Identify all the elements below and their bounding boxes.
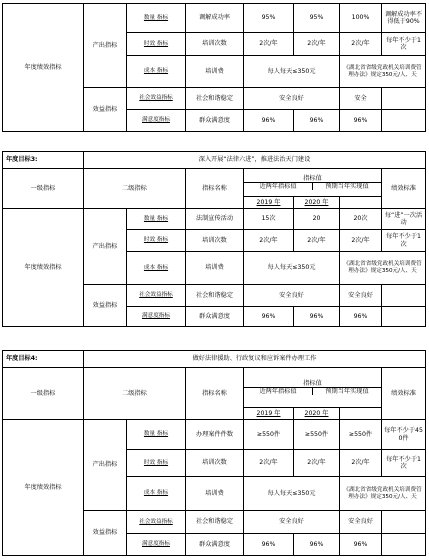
indicator-table-1 (2, 3, 426, 132)
value-expected: 96% (340, 534, 382, 556)
performance-standard: 调解成功率不得低于90% (382, 4, 426, 33)
sub-indicator: 满意度指标 (127, 534, 186, 556)
value-2019: 2次/年 (244, 230, 294, 252)
sub-indicator: 满意度指标 (127, 110, 186, 132)
sub-indicator: 时效 指标 (127, 230, 186, 252)
indicator-name: 群众满意度 (186, 110, 244, 132)
sub-indicator: 成本 指标 (127, 477, 186, 511)
performance-standard: 每“进”一次活动 (382, 209, 426, 230)
performance-standard (382, 110, 426, 132)
value-2020: 96% (294, 534, 340, 556)
indicator-name: 培训次数 (186, 230, 244, 252)
indicator-name: 社会和谐稳定 (186, 285, 244, 307)
header-2019: 2019 年 (244, 408, 294, 420)
value-merged: 每人每天≤350元 (244, 477, 340, 511)
value-2019: 2次/年 (244, 33, 294, 56)
performance-standard (382, 285, 426, 307)
value-2020: ≥550件 (294, 420, 340, 450)
sub-indicator: 时效 指标 (127, 450, 186, 477)
category-cell: 年度绩效指标 (3, 420, 84, 556)
indicator-name: 办理案件件数 (186, 420, 244, 450)
value-2019: 96% (244, 307, 294, 327)
header-value-title: 指标值 (244, 380, 381, 388)
value-expected: 《湖北省省级党政机关培训费管理办法》规定350元/人、天 (340, 477, 426, 511)
performance-standard (382, 88, 426, 110)
sub-indicator: 数量 指标 (127, 4, 186, 33)
indicator-name: 社会和谐稳定 (186, 88, 244, 110)
indicator-name: 社会和谐稳定 (186, 511, 244, 534)
goal-3-row (2, 151, 426, 169)
value-merged: 安全良好 (244, 511, 340, 534)
sub-indicator: 数量 指标 (127, 209, 186, 230)
sub-indicator: 时效 指标 (127, 33, 186, 56)
sub-indicator: 成本 指标 (127, 56, 186, 88)
value-expected: 96% (340, 307, 382, 327)
header-name: 指标名称 (186, 169, 244, 209)
value-merged: 安全良好 (244, 88, 340, 110)
value-merged: 每人每天≤350元 (244, 56, 340, 88)
header-value-title: 指标值 (244, 175, 381, 183)
value-2020: 96% (294, 110, 340, 132)
value-2020: 2次/年 (294, 450, 340, 477)
indicator-name: 培训费 (186, 477, 244, 511)
header-standard: 绩效标准 (382, 368, 426, 420)
value-expected: 96% (340, 110, 382, 132)
category-cell: 年度绩效指标 (3, 209, 84, 327)
header-values (244, 169, 382, 197)
header-past-years: 近两年指标值 (259, 183, 297, 190)
value-merged: 每人每天≤350元 (244, 252, 340, 285)
value-merged: 安全良好 (244, 285, 340, 307)
value-2019: ≥550件 (244, 420, 294, 450)
benefit-indicator-cell: 效益指标 (84, 285, 127, 327)
performance-standard: 每年不少于1次 (382, 450, 426, 477)
header-name: 指标名称 (186, 368, 244, 420)
benefit-indicator-cell: 效益指标 (84, 88, 127, 132)
value-expected: ≥550件 (340, 420, 382, 450)
header-2020: 2020 年 (294, 408, 340, 420)
value-expected: 《湖北省省级党政机关培训费管理办法》规定350元/人、天 (340, 252, 426, 285)
header-values (244, 368, 382, 408)
value-expected: 2次/年 (340, 450, 382, 477)
goal-4-row (2, 350, 426, 368)
indicator-name: 培训费 (186, 56, 244, 88)
category-cell: 年度绩效指标 (3, 4, 84, 132)
sub-indicator: 社会效益指标 (127, 285, 186, 307)
performance-standard: 每年不少于1次 (382, 230, 426, 252)
indicator-name: 培训次数 (186, 450, 244, 477)
output-indicator-cell: 产出指标 (84, 209, 127, 285)
header-level2: 二级指标 (84, 169, 186, 209)
value-2019: 96% (244, 110, 294, 132)
value-2019: 95% (244, 4, 294, 33)
value-expected: 安全 (340, 88, 382, 110)
goal-text: 深入开展“法律六进”，推进法治天门建设 (84, 152, 426, 169)
indicator-name: 群众满意度 (186, 534, 244, 556)
header-2019: 2019 年 (244, 197, 294, 209)
value-expected: 安全良好 (340, 511, 382, 534)
goal-text: 做好法律援助、行政复议和应诉案件办理工作 (84, 351, 426, 368)
sub-indicator: 成本 指标 (127, 252, 186, 285)
value-expected: 安全良好 (340, 285, 382, 307)
indicator-name: 法制宣传活动 (186, 209, 244, 230)
performance-standard: 每年不少于450件 (382, 420, 426, 450)
value-2020: 20 (294, 209, 340, 230)
indicator-name: 调解成功率 (186, 4, 244, 33)
header-level2: 二级指标 (84, 368, 186, 420)
goal-label: 年度目标3: (3, 152, 84, 169)
sub-indicator: 社会效益指标 (127, 88, 186, 110)
header-level1: 一级指标 (3, 368, 84, 420)
value-2020: 2次/年 (294, 230, 340, 252)
header-2020: 2020 年 (294, 197, 340, 209)
value-expected: 2次/年 (340, 33, 382, 56)
indicator-table-4 (2, 367, 426, 556)
value-expected: 2次/年 (340, 230, 382, 252)
value-expected: 20次 (340, 209, 382, 230)
sub-indicator: 数量 指标 (127, 420, 186, 450)
header-expected: 预期当年实现值 (312, 388, 381, 395)
header-standard: 绩效标准 (382, 169, 426, 209)
indicator-name: 群众满意度 (186, 307, 244, 327)
indicator-name: 培训费 (186, 252, 244, 285)
header-level1: 一级指标 (3, 169, 84, 209)
header-past-years: 近两年指标值 (259, 388, 297, 395)
sub-indicator: 满意度指标 (127, 307, 186, 327)
output-indicator-cell: 产出指标 (84, 420, 127, 511)
value-2019: 96% (244, 534, 294, 556)
performance-standard: 每年不少于1次 (382, 33, 426, 56)
value-2019: 2次/年 (244, 450, 294, 477)
value-expected: 《湖北省省级党政机关培训费管理办法》规定350元/人、天 (340, 56, 426, 88)
performance-standard (382, 307, 426, 327)
value-2020: 2次/年 (294, 33, 340, 56)
value-2020: 95% (294, 4, 340, 33)
benefit-indicator-cell: 效益指标 (84, 511, 127, 556)
output-indicator-cell: 产出指标 (84, 4, 127, 88)
indicator-table-3 (2, 168, 426, 327)
sub-indicator: 社会效益指标 (127, 511, 186, 534)
indicator-name: 培训次数 (186, 33, 244, 56)
performance-standard (382, 534, 426, 556)
performance-standard (382, 511, 426, 534)
goal-label: 年度目标4: (3, 351, 84, 368)
value-expected: 100% (340, 4, 382, 33)
value-2019: 15次 (244, 209, 294, 230)
header-expected: 预期当年实现值 (312, 183, 381, 190)
value-2020: 96% (294, 307, 340, 327)
